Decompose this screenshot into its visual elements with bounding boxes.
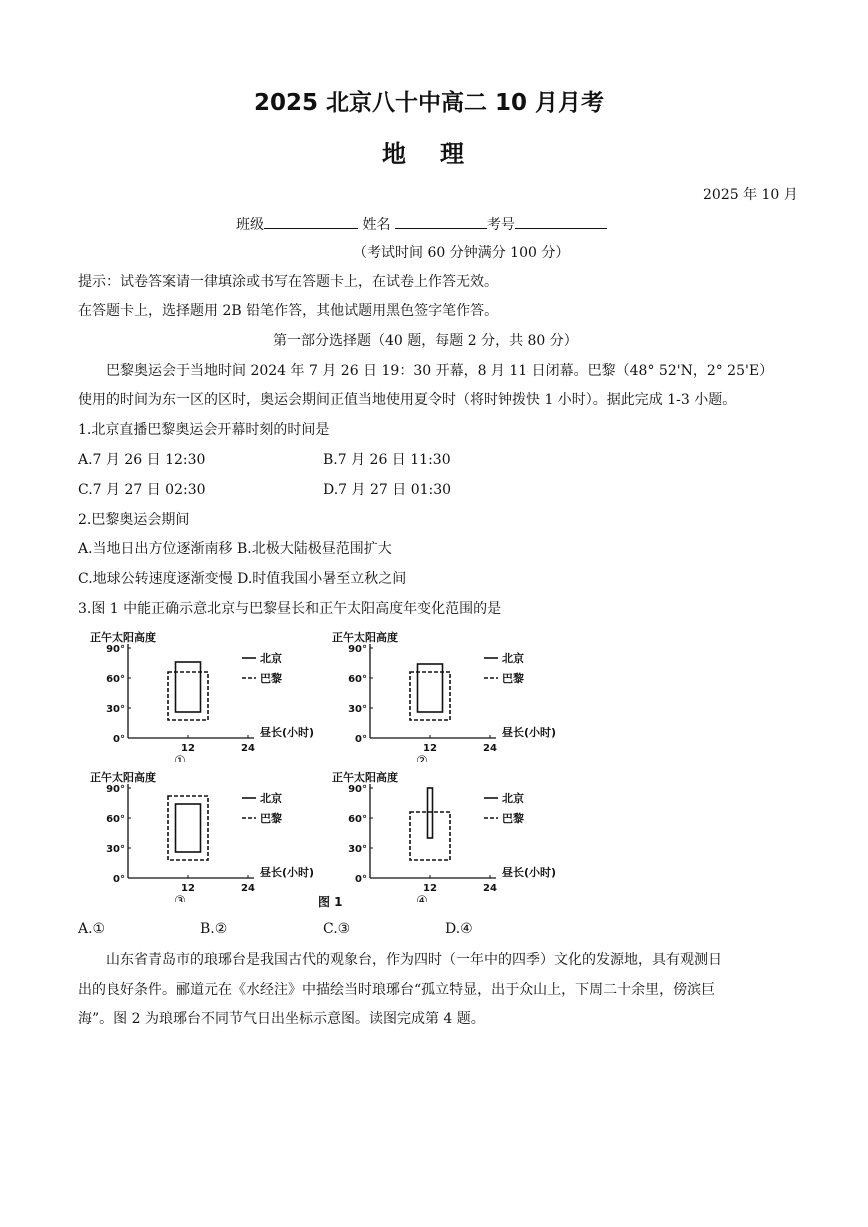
y-tick-label: 60° <box>348 674 367 685</box>
note-line-1: 提示：试卷答案请一律填涂或书写在答题卡上，在试卷上作答无效。 <box>78 274 498 290</box>
x-axis-label: 昼长(小时) <box>502 726 556 739</box>
y-axis-label: 正午太阳高度 <box>332 771 398 784</box>
q3-stem: 3.图 1 中能正确示意北京与巴黎昼长和正午太阳高度年变化范围的是 <box>78 601 502 617</box>
x-tick-label: 24 <box>241 743 255 754</box>
figure1-caption: 图 1 <box>318 895 343 909</box>
panel-number: ① <box>174 754 186 762</box>
q3-option-a[interactable]: A.① <box>78 921 106 937</box>
y-tick-label: 90° <box>106 644 125 655</box>
x-axis-label: 昼长(小时) <box>502 866 556 879</box>
passage2-line3: 海”。图 2 为琅琊台不同节气日出坐标示意图。读图完成第 4 题。 <box>78 1011 485 1027</box>
y-axis-label: 正午太阳高度 <box>332 631 398 644</box>
q1-stem: 1.北京直播巴黎奥运会开幕时刻的时间是 <box>78 422 330 438</box>
legend-beijing-label: 北京 <box>260 792 282 805</box>
legend-beijing-label: 北京 <box>502 652 524 665</box>
figure1-panel-3 <box>84 768 314 906</box>
y-tick-label: 30° <box>106 704 125 715</box>
panel-number: ④ <box>416 894 428 902</box>
y-tick-label: 60° <box>106 674 125 685</box>
x-tick-label: 12 <box>423 883 437 894</box>
y-tick-label: 0° <box>113 874 125 885</box>
panel-number: ③ <box>174 894 186 902</box>
class-label: 班级 <box>236 217 264 233</box>
figure1-chart-svg <box>84 628 314 762</box>
part1-heading: 第一部分选择题（40 题，每题 2 分，共 80 分） <box>273 333 578 349</box>
class-blank[interactable] <box>264 215 358 229</box>
passage2-line1: 山东省青岛市的琅琊台是我国古代的观象台，作为四时（一年中的四季）文化的发源地，具有观测日 <box>106 952 722 968</box>
y-tick-label: 0° <box>355 874 367 885</box>
legend-paris-label: 巴黎 <box>260 812 282 825</box>
part1-intro-line2: 使用的时间为东一区的区时，奥运会期间正值当地使用夏令时（将时钟拨快 1 小时）。据此完成 1-3 小题。 <box>78 392 737 408</box>
paris-range-rect <box>168 796 208 860</box>
x-tick-label: 12 <box>423 743 437 754</box>
exam-info: （考试时间 60 分钟满分 100 分） <box>353 245 570 261</box>
q1-option-b[interactable]: B.7 月 26 日 11:30 <box>323 452 451 468</box>
figure1-chart-svg <box>84 768 314 902</box>
figure1-panel-4 <box>326 768 556 906</box>
y-tick-label: 30° <box>348 704 367 715</box>
number-label: 考号 <box>486 217 515 233</box>
name-blank[interactable] <box>395 215 487 229</box>
y-tick-label: 60° <box>348 814 367 825</box>
figure1-panel-2 <box>326 628 556 766</box>
x-tick-label: 24 <box>483 883 497 894</box>
figure1-panel-1 <box>84 628 314 766</box>
panel-number: ② <box>416 754 428 762</box>
x-tick-label: 12 <box>181 883 195 894</box>
name-label: 姓名 <box>362 217 391 233</box>
y-tick-label: 90° <box>348 644 367 655</box>
x-tick-label: 24 <box>483 743 497 754</box>
beijing-range-rect <box>428 788 433 838</box>
legend-beijing-label: 北京 <box>502 792 524 805</box>
q2-stem: 2.巴黎奥运会期间 <box>78 512 190 528</box>
y-tick-label: 90° <box>106 784 125 795</box>
q3-option-b[interactable]: B.② <box>200 921 228 937</box>
q1-option-d[interactable]: D.7 月 27 日 01:30 <box>323 482 452 498</box>
student-info-row <box>236 215 607 234</box>
passage2-line2: 出的良好条件。郦道元在《水经注》中描绘当时琅琊台“孤立特显，出于众山上，下周二十余里，傍滨巨 <box>78 982 716 998</box>
beijing-range-rect <box>176 804 201 852</box>
legend-paris-label: 巴黎 <box>502 672 524 685</box>
legend-paris-label: 巴黎 <box>502 812 524 825</box>
x-tick-label: 12 <box>181 743 195 754</box>
y-tick-label: 30° <box>106 844 125 855</box>
x-axis-label: 昼长(小时) <box>260 726 314 739</box>
y-axis-label: 正午太阳高度 <box>90 771 156 784</box>
exam-title: 2025 北京八十中高二 10 月月考 <box>254 90 605 116</box>
y-tick-label: 60° <box>106 814 125 825</box>
q3-option-d[interactable]: D.④ <box>445 921 473 937</box>
y-tick-label: 90° <box>348 784 367 795</box>
y-tick-label: 0° <box>113 734 125 745</box>
figure1-chart-svg <box>326 768 556 902</box>
legend-paris-label: 巴黎 <box>260 672 282 685</box>
q3-option-c[interactable]: C.③ <box>323 921 351 937</box>
q1-option-a[interactable]: A.7 月 26 日 12:30 <box>78 452 206 468</box>
q2-options-line1[interactable]: A.当地日出方位逐渐南移 B.北极大陆极昼范围扩大 <box>78 541 392 557</box>
subject-title: 地理 <box>382 140 498 168</box>
y-tick-label: 30° <box>348 844 367 855</box>
legend-beijing-label: 北京 <box>260 652 282 665</box>
paris-range-rect <box>410 812 450 860</box>
figure1-chart-svg <box>326 628 556 762</box>
q2-options-line2[interactable]: C.地球公转速度逐渐变慢 D.时值我国小暑至立秋之间 <box>78 571 407 587</box>
q1-option-c[interactable]: C.7 月 27 日 02:30 <box>78 482 206 498</box>
number-blank[interactable] <box>515 215 607 229</box>
x-tick-label: 24 <box>241 883 255 894</box>
x-axis-label: 昼长(小时) <box>260 866 314 879</box>
part1-intro-line1: 巴黎奥运会于当地时间 2024 年 7 月 26 日 19：30 开幕，8 月 11 日闭幕。巴黎（48° 52'N，2° 25'E） <box>106 363 774 379</box>
y-axis-label: 正午太阳高度 <box>90 631 156 644</box>
note-line-2: 在答题卡上，选择题用 2B 铅笔作答，其他试题用黑色签字笔作答。 <box>78 303 499 319</box>
y-tick-label: 0° <box>355 734 367 745</box>
exam-date: 2025 年 10 月 <box>703 187 798 203</box>
beijing-range-rect <box>176 662 201 712</box>
